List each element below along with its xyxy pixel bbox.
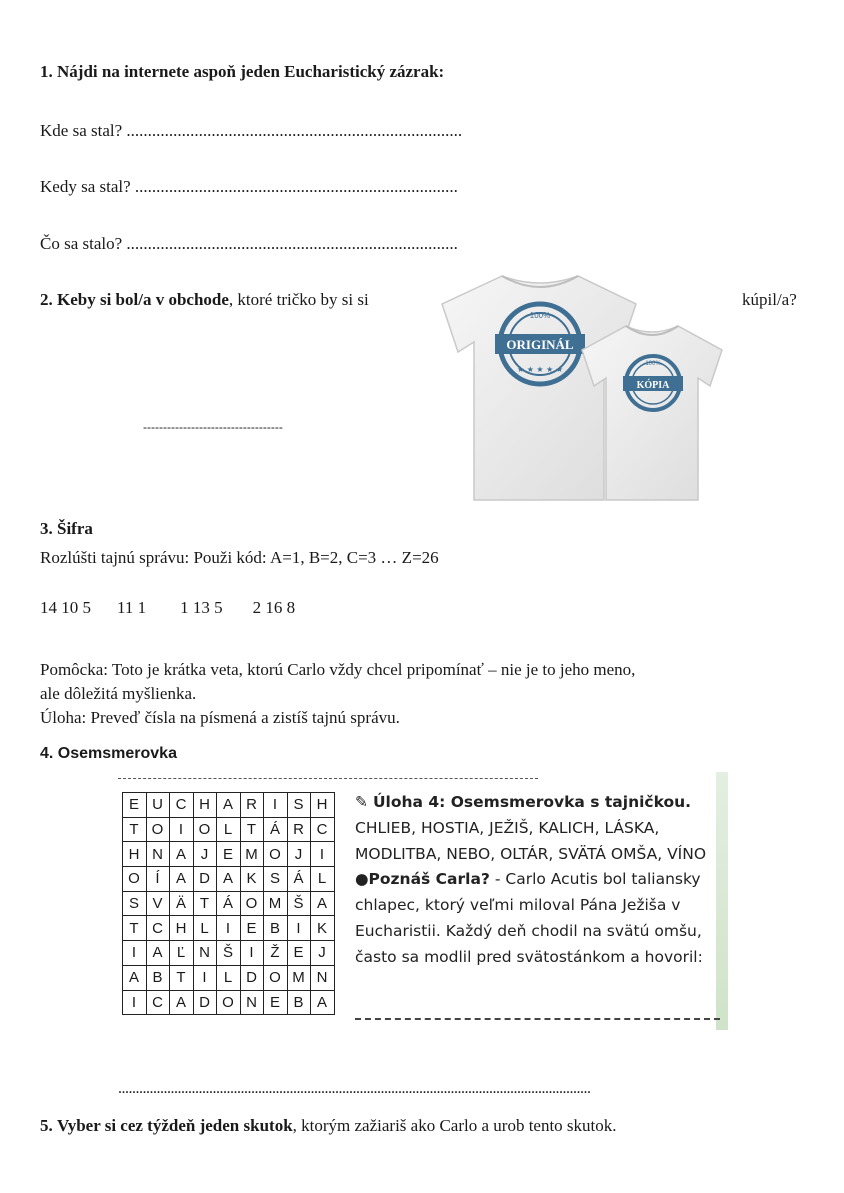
grid-cell[interactable]: V [146,891,170,916]
bullet-icon: ● [355,870,369,889]
grid-cell[interactable]: M [264,891,288,916]
grid-cell[interactable]: H [123,842,147,867]
grid-cell[interactable]: O [123,867,147,892]
grid-cell[interactable]: I [217,916,241,941]
tshirts-image [440,268,740,508]
grid-cell[interactable]: M [287,965,311,990]
grid-cell[interactable]: M [240,842,264,867]
grid-cell[interactable]: H [311,793,335,818]
word-search-grid[interactable] [122,792,335,1015]
grid-cell[interactable]: A [217,793,241,818]
original-label: ORIGINÁL [506,337,574,352]
grid-cell[interactable]: S [287,793,311,818]
grid-cell[interactable]: A [170,867,194,892]
grid-cell[interactable]: E [287,941,311,966]
know-title: Poznáš Carla? [368,870,490,889]
grid-cell[interactable]: O [193,817,217,842]
grid-cell[interactable]: N [311,965,335,990]
grid-cell[interactable]: J [311,941,335,966]
grid-cell[interactable]: Ä [170,891,194,916]
cipher-word-3: 1 13 5 [180,598,223,617]
grid-cell[interactable]: D [193,867,217,892]
grid-cell[interactable]: Ž [264,941,288,966]
grid-cell[interactable]: L [217,817,241,842]
q3-instruction: Rozlúšti tajnú správu: Použi kód: A=1, B=2, C=3 … Z=26 [40,548,439,567]
grid-cell[interactable]: Á [264,817,288,842]
grid-cell[interactable]: N [146,842,170,867]
q2-number: 2. [40,290,53,309]
q2-rest-text: , ktoré tričko by si si [228,290,369,309]
q5-rest-text: , ktorým zažiariš ako Carlo a urob tento skutok. [292,1116,617,1135]
q1-title: 1. Nájdi na internete aspoň jeden Eucharistický zázrak: [40,62,445,81]
grid-cell[interactable]: N [193,941,217,966]
grid-row [123,793,335,818]
grid-cell[interactable]: A [217,867,241,892]
grid-cell[interactable]: O [264,965,288,990]
grid-cell[interactable]: C [146,916,170,941]
grid-cell[interactable]: E [217,842,241,867]
grid-cell[interactable]: A [170,990,194,1015]
grid-cell[interactable]: U [146,793,170,818]
grid-cell[interactable]: I [170,817,194,842]
svg-text:★ ★ ★ ★ ★: ★ ★ ★ ★ ★ [516,365,564,374]
grid-cell[interactable]: Š [217,941,241,966]
grid-cell[interactable]: T [193,891,217,916]
grid-cell[interactable]: T [170,965,194,990]
grid-cell[interactable]: O [264,842,288,867]
grid-cell[interactable]: J [193,842,217,867]
grid-cell[interactable]: I [123,990,147,1015]
grid-cell[interactable]: T [123,916,147,941]
grid-row [123,817,335,842]
q5-number: 5. [40,1116,53,1135]
grid-cell[interactable]: E [264,990,288,1015]
know-text: - Carlo Acutis bol taliansky chlapec, ktorý veľmi miloval Pána Ježiša v Eucharistii. Každý deň chodil na svätú omšu, často sa modlil pred svätostánkom a hovoril: [355,870,703,966]
grid-cell[interactable]: N [240,990,264,1015]
grid-cell[interactable]: I [287,916,311,941]
grid-cell[interactable]: A [146,941,170,966]
grid-cell[interactable]: H [193,793,217,818]
grid-cell[interactable]: I [240,941,264,966]
grid-cell[interactable]: L [311,867,335,892]
grid-cell[interactable]: R [240,793,264,818]
q2-bold-text: Keby si bol/a v obchode [57,290,229,309]
quote-answer-underline [355,1018,720,1020]
word-search-instructions [355,790,720,971]
grid-cell[interactable]: C [146,990,170,1015]
grid-cell[interactable]: C [311,817,335,842]
grid-row [123,842,335,867]
grid-cell[interactable]: B [146,965,170,990]
q3-hint-line-2: ale dôležitá myšlienka. [40,684,197,703]
grid-cell[interactable]: H [170,916,194,941]
grid-cell[interactable]: I [193,965,217,990]
q1-what-line[interactable]: Čo sa stalo? .............................................................................. [40,234,458,253]
grid-cell[interactable]: R [287,817,311,842]
q1-where-line[interactable]: Kde sa stal? ............................................................................... [40,121,463,140]
q3-hint-line-1: Pomôcka: Toto je krátka veta, ktorú Carlo vždy chcel pripomínať – nie je to jeho meno, [40,660,636,679]
grid-cell[interactable]: E [123,793,147,818]
divider [118,778,538,779]
grid-cell[interactable]: O [240,891,264,916]
copy-percent: 100% [645,361,661,367]
grid-row [123,941,335,966]
grid-cell[interactable]: K [240,867,264,892]
q2-question [40,290,369,310]
grid-cell[interactable]: O [217,990,241,1015]
grid-cell[interactable]: E [240,916,264,941]
q3-task: Úloha: Preveď čísla na písmená a zistíš tajnú správu. [40,708,400,727]
pencil-icon: ✎ [355,793,368,811]
grid-row [123,990,335,1015]
grid-cell[interactable]: A [123,965,147,990]
cipher-word-1: 14 10 5 [40,598,91,617]
grid-cell[interactable]: B [264,916,288,941]
grid-cell[interactable]: C [170,793,194,818]
grid-cell[interactable]: J [287,842,311,867]
q1-when-line[interactable]: Kedy sa stal? ............................................................................ [40,177,458,196]
grid-cell[interactable]: Á [217,891,241,916]
q3-cipher [40,598,295,618]
grid-cell[interactable]: I [311,842,335,867]
grid-cell[interactable]: I [264,793,288,818]
grid-cell[interactable]: K [311,916,335,941]
grid-row [123,867,335,892]
grid-cell[interactable]: L [193,916,217,941]
grid-row [123,916,335,941]
grid-cell[interactable]: L [217,965,241,990]
grid-cell[interactable]: I [123,941,147,966]
q5-bold-text: Vyber si cez týždeň jeden skutok [57,1116,293,1135]
grid-cell[interactable]: B [287,990,311,1015]
grid-cell[interactable]: S [123,891,147,916]
grid-row [123,891,335,916]
grid-cell[interactable]: A [311,990,335,1015]
grid-cell[interactable]: Í [146,867,170,892]
word-list: CHLIEB, HOSTIA, JEŽIŠ, KALICH, LÁSKA, MODLITBA, NEBO, OLTÁR, SVÄTÁ OMŠA, VÍNO [355,818,707,863]
grid-cell[interactable]: A [311,891,335,916]
grid-cell[interactable]: Ľ [170,941,194,966]
original-percent: 100% [529,311,551,320]
grid-cell[interactable]: T [123,817,147,842]
grid-cell[interactable]: Á [287,867,311,892]
grid-cell[interactable]: D [240,965,264,990]
grid-cell[interactable]: D [193,990,217,1015]
cipher-word-4: 2 16 8 [252,598,296,617]
grid-row [123,965,335,990]
q4-title: 4. Osemsmerovka [40,745,177,762]
grid-cell[interactable]: O [146,817,170,842]
q3-title: 3. Šifra [40,519,93,538]
grid-cell[interactable]: A [170,842,194,867]
grid-cell[interactable]: Š [287,891,311,916]
copy-label: KÓPIA [636,380,670,391]
q5-question [40,1116,617,1136]
cipher-word-2: 11 1 [117,598,147,617]
q4-answer-line[interactable]: ....................................................................................................................................... [118,1080,591,1097]
q2-end-text: kúpil/a? [742,290,797,309]
grid-cell[interactable]: S [264,867,288,892]
task-title: Úloha 4: Osemsmerovka s tajničkou. [372,793,692,811]
q2-answer-line[interactable]: ----------------------------------- [143,420,283,434]
grid-cell[interactable]: T [240,817,264,842]
